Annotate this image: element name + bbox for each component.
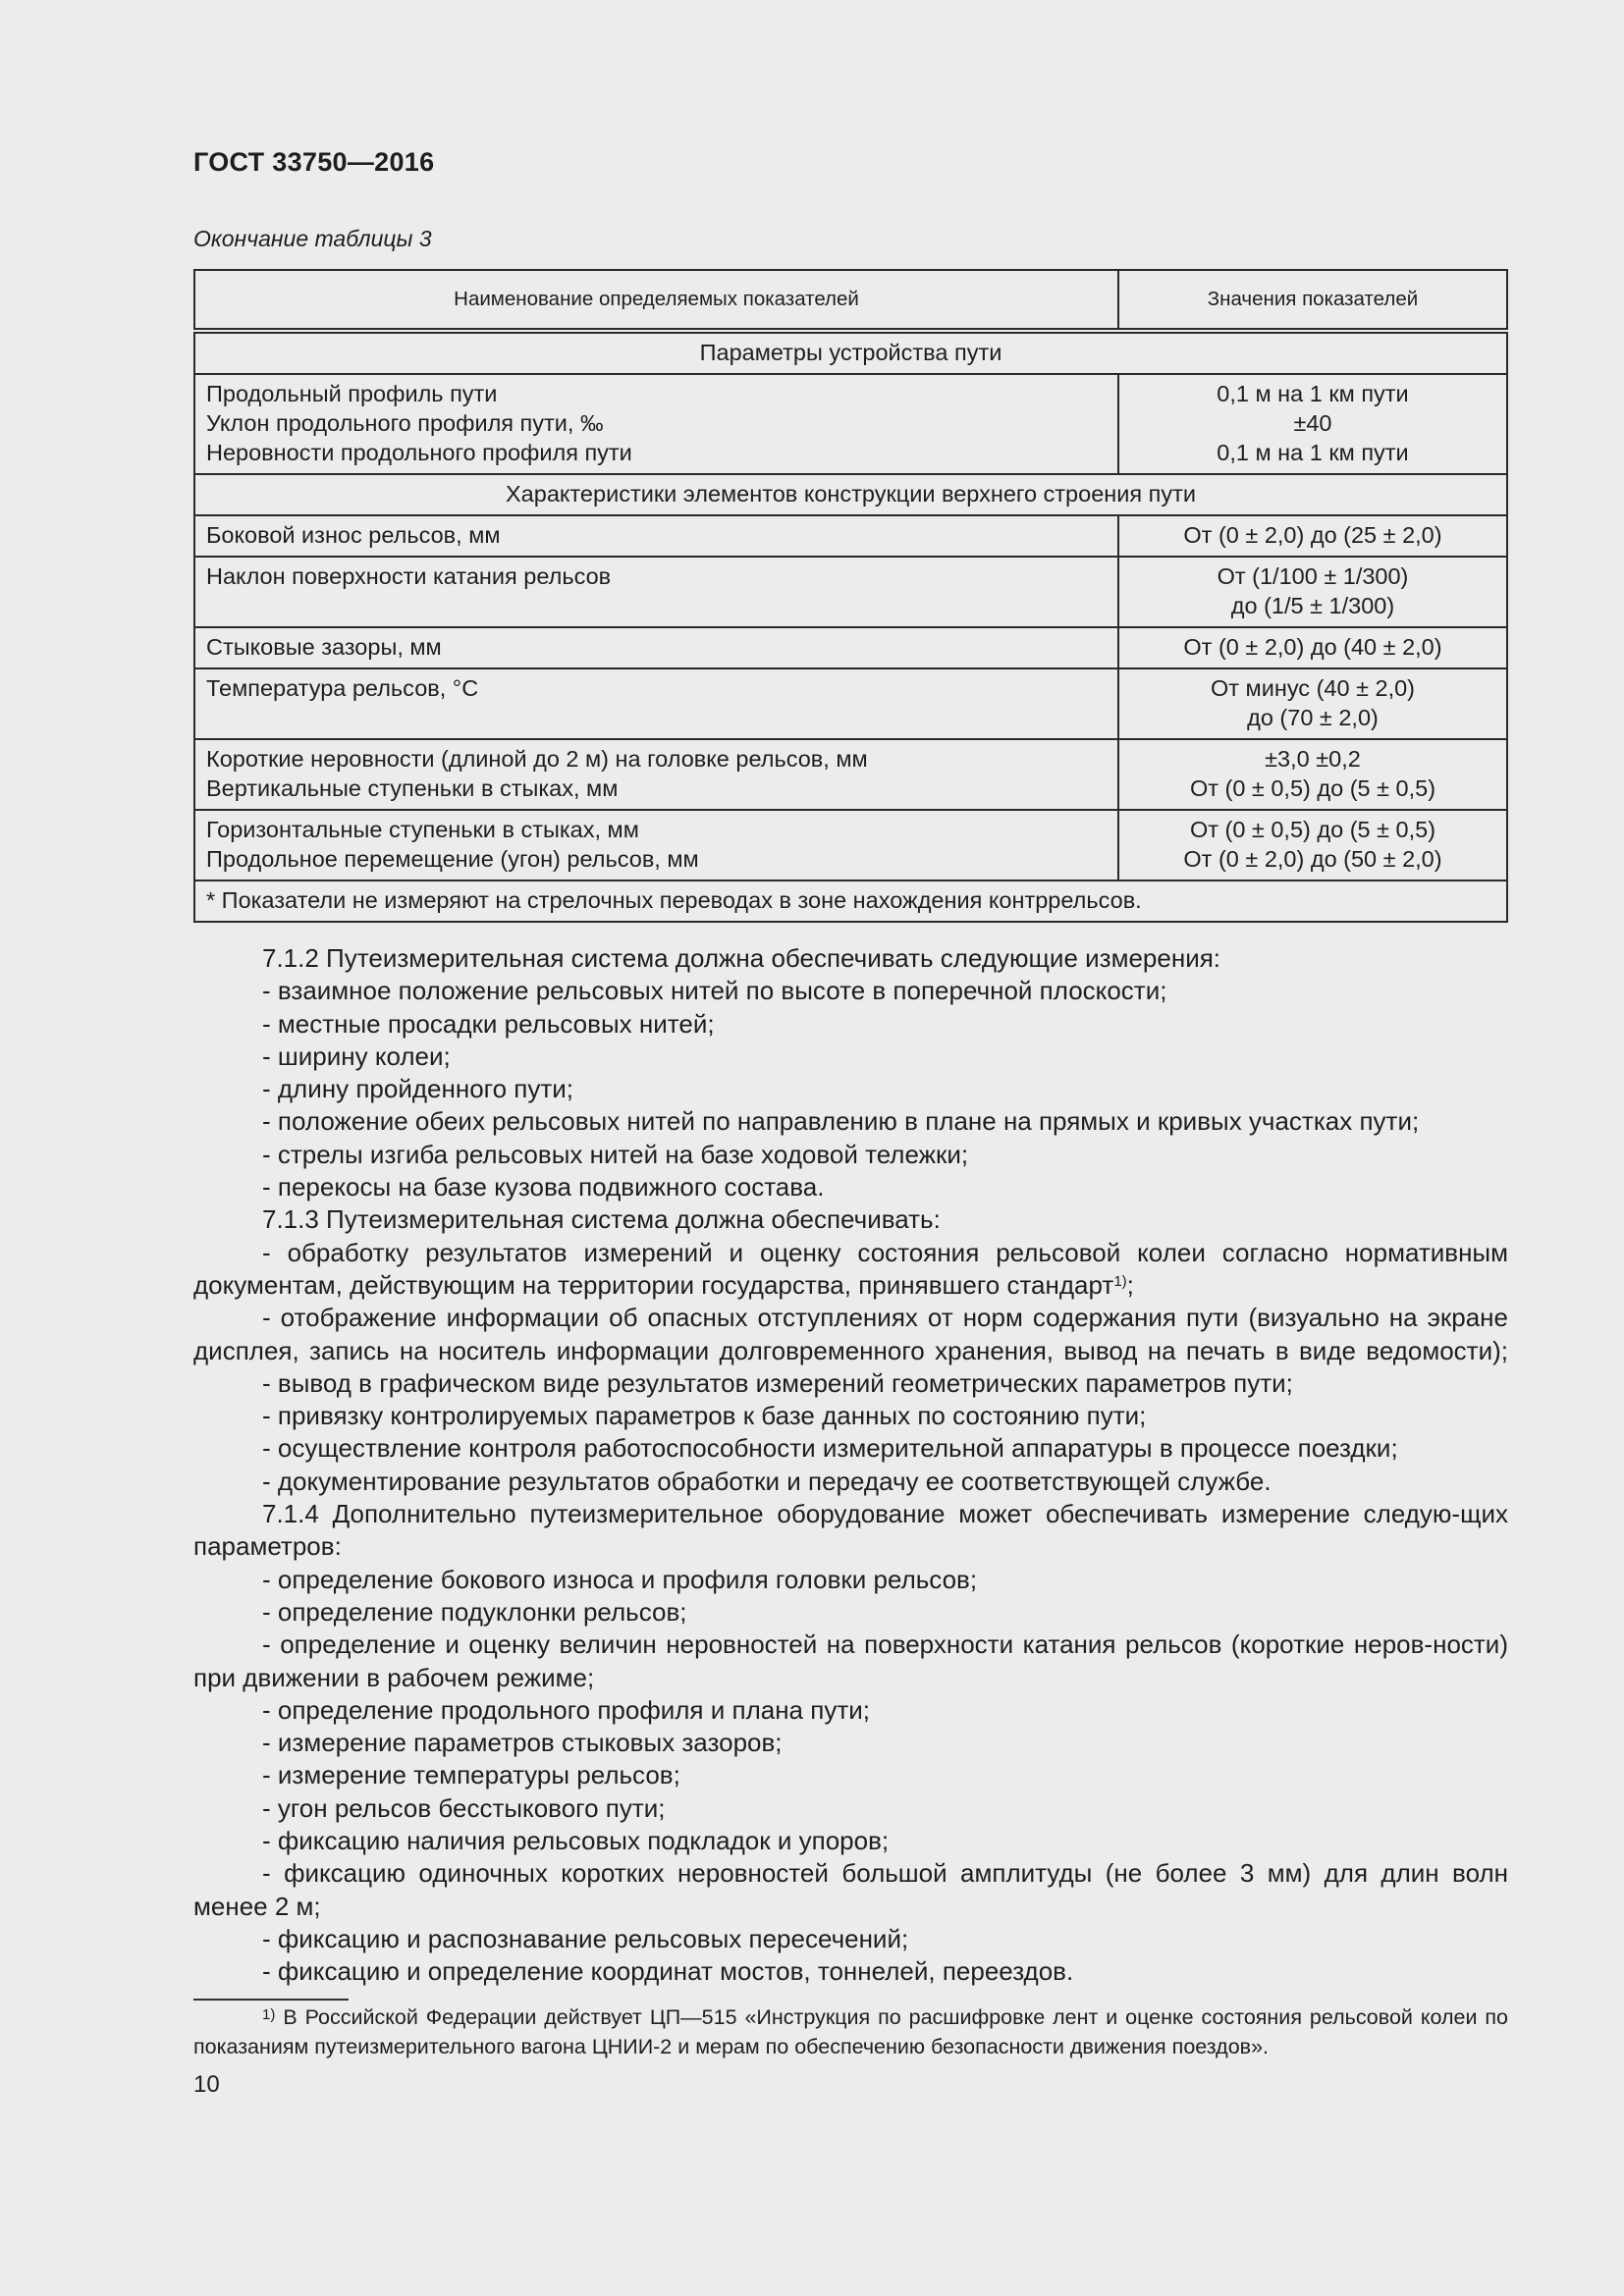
table-row: [194, 739, 1507, 810]
table-row: [194, 627, 1507, 668]
indicator-value: От (0 ± 2,0) до (25 ± 2,0): [1183, 522, 1442, 548]
body-paragraph: [193, 1105, 1508, 1138]
indicator-value-cell: [1118, 739, 1507, 810]
indicator-value: 0,1 м на 1 км пути: [1217, 440, 1409, 465]
footnote-text: [193, 2002, 1508, 2061]
paragraph-text: - местные просадки рельсовых нитей;: [262, 1008, 715, 1039]
footnote: [193, 2002, 1508, 2061]
paragraph-text: - измерение температуры рельсов;: [262, 1760, 680, 1790]
paragraph-text: - измерение параметров стыковых зазоров;: [262, 1728, 783, 1758]
paragraph-text: - обработку результатов измерений и оценку состояния рельсовой колеи согласно нормативным документам, действующим на территории государства, принявшего стандарт: [193, 1237, 1508, 1300]
body-paragraph: [193, 1759, 1508, 1791]
table-row: [194, 668, 1507, 739]
indicator-value: От минус (40 ± 2,0): [1210, 675, 1415, 701]
indicator-name: Горизонтальные ступеньки в стыках, мм: [206, 817, 639, 842]
paragraph-text: - осуществление контроля работоспособности измерительной аппаратуры в процессе поездки;: [262, 1433, 1398, 1464]
table-row: [194, 515, 1507, 557]
indicator-value-cell: [1118, 557, 1507, 627]
body-paragraph: [193, 1629, 1508, 1694]
indicator-name-cell: [194, 627, 1118, 668]
body-paragraph: [193, 1564, 1508, 1596]
body-paragraph: [193, 1792, 1508, 1825]
indicator-name-cell: [194, 739, 1118, 810]
indicator-name-cell: [194, 515, 1118, 557]
body-paragraph: [193, 1237, 1508, 1303]
indicators-table: [193, 269, 1508, 923]
paragraph-text: - фиксацию одиночных коротких неровностей большой амплитуды (не более 3 мм) для длин волн менее 2 м;: [193, 1858, 1508, 1921]
indicator-name-cell: [194, 557, 1118, 627]
body-paragraph: [193, 1923, 1508, 1955]
body-paragraph: [193, 1498, 1508, 1564]
indicator-value: От (0 ± 0,5) до (5 ± 0,5): [1189, 775, 1436, 801]
paragraph-text: - положение обеих рельсовых нитей по направлению в плане на прямых и кривых участках пути;: [262, 1106, 1420, 1137]
page-number: 10: [193, 2071, 220, 2098]
paragraph-text: - вывод в графическом виде результатов измерений геометрических параметров пути;: [262, 1367, 1293, 1398]
body-paragraph: [193, 1171, 1508, 1203]
paragraph-text: - фиксацию наличия рельсовых подкладок и упоров;: [262, 1826, 890, 1856]
indicator-value: 0,1 м на 1 км пути: [1217, 381, 1409, 406]
table-caption: Окончание таблицы 3: [193, 226, 432, 251]
table-note-row: [194, 881, 1507, 922]
indicator-name-cell: [194, 374, 1118, 474]
table-body: [194, 331, 1507, 922]
table-section-row: [194, 331, 1507, 374]
footnote-divider: [193, 1999, 349, 2001]
body-paragraph: [193, 1955, 1508, 1988]
indicator-name: Продольный профиль пути: [206, 381, 498, 406]
body-paragraph: [193, 1857, 1508, 1923]
document-header: ГОСТ 33750—2016: [193, 147, 435, 177]
table-row: [194, 557, 1507, 627]
paragraph-text: - длину пройденного пути;: [262, 1074, 573, 1104]
paragraph-text: - стрелы изгиба рельсовых нитей на базе ходовой тележки;: [262, 1139, 969, 1169]
body-paragraph: [193, 1432, 1508, 1465]
footnote-mark: 1): [262, 2006, 276, 2023]
body-paragraph: [193, 942, 1508, 975]
paragraph-text: - фиксацию и распознавание рельсовых пересечений;: [262, 1923, 909, 1953]
footnote-reference: 1): [1113, 1272, 1127, 1290]
indicator-name-cell: [194, 668, 1118, 739]
paragraph-text: - фиксацию и определение координат мостов, тоннелей, переездов.: [262, 1956, 1074, 1987]
indicator-name: Стыковые зазоры, мм: [206, 634, 442, 660]
body-paragraph: [193, 1596, 1508, 1629]
table-section-title: Характеристики элементов конструкции верхнего строения пути: [194, 474, 1507, 515]
indicator-value-cell: [1118, 627, 1507, 668]
paragraph-text: - взаимное положение рельсовых нитей по высоте в поперечной плоскости;: [262, 976, 1167, 1006]
indicator-value: ±3,0 ±0,2: [1265, 746, 1361, 772]
table-section-title: Параметры устройства пути: [194, 331, 1507, 374]
body-paragraph: [193, 1203, 1508, 1236]
table-row: [194, 374, 1507, 474]
indicator-name-cell: [194, 810, 1118, 881]
body-paragraph: [193, 1727, 1508, 1759]
table-section-row: [194, 474, 1507, 515]
paragraph-text: 7.1.4 Дополнительно путеизмерительное оборудование может обеспечивать измерение следую-щих параметров:: [193, 1499, 1508, 1562]
body-paragraph: [193, 1400, 1508, 1432]
paragraph-text: - определение и оценку величин неровностей на поверхности катания рельсов (короткие неров-ности) при движении в рабочем режиме;: [193, 1629, 1508, 1692]
indicator-value-cell: [1118, 374, 1507, 474]
paragraph-text: 7.1.3 Путеизмерительная система должна обеспечивать:: [262, 1204, 941, 1235]
body-paragraph: [193, 1825, 1508, 1857]
paragraph-tail: ;: [1126, 1269, 1134, 1300]
column-header-name: Наименование определяемых показателей: [194, 270, 1118, 331]
indicator-name: Продольное перемещение (угон) рельсов, мм: [206, 846, 699, 872]
paragraph-text: - определение продольного профиля и плана пути;: [262, 1694, 870, 1725]
paragraph-text: - ширину колеи;: [262, 1041, 451, 1071]
indicator-name: Вертикальные ступеньки в стыках, мм: [206, 775, 619, 801]
table-note: * Показатели не измеряют на стрелочных переводах в зоне нахождения контррельсов.: [194, 881, 1507, 922]
indicator-value-cell: [1118, 810, 1507, 881]
indicator-name: Неровности продольного профиля пути: [206, 440, 632, 465]
paragraph-text: 7.1.2 Путеизмерительная система должна обеспечивать следующие измерения:: [262, 943, 1221, 973]
indicator-name: Короткие неровности (длиной до 2 м) на головке рельсов, мм: [206, 746, 868, 772]
body-paragraph: [193, 975, 1508, 1007]
body-paragraph: [193, 1073, 1508, 1105]
paragraph-text: - отображение информации об опасных отступлениях от норм содержания пути (визуально на экране дисплея, запись на носитель информации долговременного хранения, вывод на печать в виде ведомости);: [193, 1303, 1508, 1365]
indicator-value: От (1/100 ± 1/300): [1217, 563, 1409, 589]
paragraph-text: - документирование результатов обработки и передачу ее соответствующей службе.: [262, 1466, 1272, 1496]
indicator-value: От (0 ± 2,0) до (50 ± 2,0): [1183, 846, 1442, 872]
body-paragraph: [193, 1466, 1508, 1498]
paragraph-text: - определение бокового износа и профиля головки рельсов;: [262, 1564, 978, 1594]
body-paragraph: [193, 1694, 1508, 1727]
body-paragraph: [193, 1302, 1508, 1367]
body-text: [193, 942, 1508, 1989]
table-header-row: [194, 270, 1507, 331]
body-paragraph: [193, 1041, 1508, 1073]
body-paragraph: [193, 1367, 1508, 1400]
indicator-value-cell: [1118, 668, 1507, 739]
indicator-value: От (0 ± 2,0) до (40 ± 2,0): [1183, 634, 1442, 660]
indicator-value-cell: [1118, 515, 1507, 557]
indicator-name: Уклон продольного профиля пути, ‰: [206, 410, 604, 436]
paragraph-text: - угон рельсов бесстыкового пути;: [262, 1792, 666, 1823]
column-header-values: Значения показателей: [1118, 270, 1507, 331]
body-paragraph: [193, 1139, 1508, 1171]
table-row: [194, 810, 1507, 881]
indicator-value: От (0 ± 0,5) до (5 ± 0,5): [1189, 817, 1436, 842]
indicator-value: до (1/5 ± 1/300): [1230, 593, 1395, 618]
indicator-value: ±40: [1293, 410, 1332, 436]
paragraph-text: - привязку контролируемых параметров к базе данных по состоянию пути;: [262, 1401, 1147, 1431]
paragraph-text: - определение подуклонки рельсов;: [262, 1596, 687, 1627]
indicator-name: Боковой износ рельсов, мм: [206, 522, 501, 548]
footnote-body: В Российской Федерации действует ЦП—515 «Инструкция по расшифровке лент и оценке состояния рельсовой колеи по показаниям путеизмерительного вагона ЦНИИ-2 и мерам по обеспечению безопасности движения поездов».: [193, 2005, 1508, 2058]
body-paragraph: [193, 1008, 1508, 1041]
paragraph-text: - перекосы на базе кузова подвижного состава.: [262, 1172, 825, 1202]
indicator-name: Температура рельсов, °С: [206, 675, 479, 701]
indicator-value: до (70 ± 2,0): [1247, 705, 1379, 730]
indicator-name: Наклон поверхности катания рельсов: [206, 563, 612, 589]
